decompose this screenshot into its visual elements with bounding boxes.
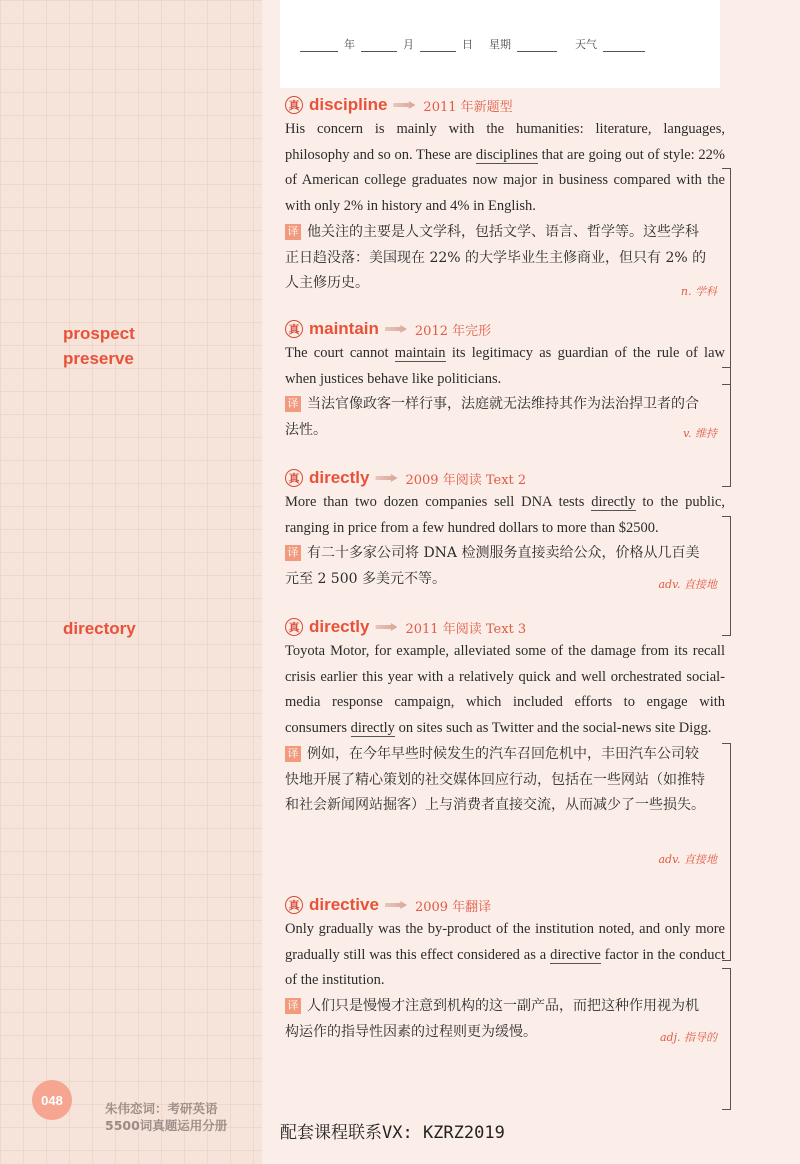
entry-discipline: [285, 93, 725, 297]
zhen-badge-icon: 真: [285, 320, 303, 338]
exam-source: 2009 年翻译: [414, 899, 492, 915]
example-sentence: Only gradually was the by-product of the institution noted, and only more gradually still was this effect considered as a directive factor in the conduct of the institution.: [285, 921, 725, 989]
bracket-line: [722, 968, 731, 1110]
translation: 译 当法官像政客一样行事，法庭就无法维持其作为法治捍卫者的合法性。: [285, 396, 699, 439]
zhen-badge-icon: 真: [285, 96, 303, 114]
translation: 译 人们只是慢慢才注意到机构的这一副产品，而把这种作用视为机构运作的指导性因素的过程则更为缓慢。: [285, 998, 699, 1040]
translation-icon: 译: [285, 396, 301, 412]
zhen-badge-icon: 真: [285, 469, 303, 487]
keyword: maintain: [394, 345, 446, 361]
part-of-speech: n. 学科: [680, 285, 717, 298]
weather-label: 天气: [575, 38, 597, 51]
example-sentence: His concern is mainly with the humanities: literature, languages, philosophy and so on. These are disciplines that are going out of style: 22% of American college graduates now major in business compared with the with only 2% in history and 4% in English.: [285, 121, 725, 215]
example-sentence: Toyota Motor, for example, alleviated some of the damage from its recall crisis earlier this year with a relatively quick and well orchestrated social-media response campaign, which included efforts to engage with consumers directly on sites such as Twitter and the social-news site Digg.: [285, 643, 725, 737]
page-number: 048: [32, 1080, 72, 1120]
book-title-line2: 5500词真题运用分册: [105, 1118, 228, 1133]
contact-watermark: 配套课程联系VX: KZRZ2019: [280, 1123, 505, 1143]
translation: 译 他关注的主要是人文学科，包括文学、语言、哲学等。这些学科正日趋没落：美国现在 22% 的大学毕业生主修商业，但只有 2% 的人主修历史。: [285, 223, 707, 292]
keyword: disciplines: [475, 146, 538, 163]
example-sentence: The court cannot maintain its legitimacy as guardian of the rule of law when justices behave like politicians.: [285, 345, 725, 387]
part-of-speech: v. 维持: [683, 427, 717, 440]
part-of-speech: adv. 直接地: [658, 578, 717, 591]
headword: maintain: [309, 319, 379, 338]
entry-maintain: [285, 317, 725, 444]
exam-source: 2011 年新题型: [423, 99, 513, 115]
example-sentence: More than two dozen companies sell DNA tests directly to the public, ranging in price from a few hundred dollars to more than $2500.: [285, 494, 725, 536]
arrow-icon: [385, 325, 407, 333]
headword: directive: [309, 895, 379, 914]
zhen-badge-icon: 真: [285, 896, 303, 914]
entry-directive: [285, 893, 725, 1046]
margin-word-prospect: prospect: [63, 324, 135, 343]
translation-icon: 译: [285, 998, 301, 1014]
exam-source: 2012 年完形: [414, 323, 492, 339]
exam-source: 2009 年阅读 Text 2: [405, 472, 527, 488]
translation-icon: 译: [285, 545, 301, 561]
headword: directly: [309, 617, 370, 636]
date-line: [300, 36, 645, 52]
part-of-speech: adv. 直接地: [658, 853, 717, 866]
keyword: directly: [591, 494, 636, 510]
arrow-icon: [393, 101, 415, 109]
headword: discipline: [309, 95, 388, 114]
arrow-icon: [385, 901, 407, 909]
arrow-icon: [375, 623, 397, 631]
translation: 译 有二十多家公司将 DNA 检测服务直接卖给公众，价格从几百美元至 2 500 多美元不等。: [285, 545, 700, 588]
entry-directly-2009: [285, 466, 725, 593]
year-label: 年: [344, 38, 355, 51]
exam-source: 2011 年阅读 Text 3: [405, 621, 527, 637]
margin-word-preserve: preserve: [63, 349, 134, 368]
margin-word-directory: directory: [63, 619, 136, 638]
translation-icon: 译: [285, 746, 301, 762]
margin-column: [0, 0, 262, 1164]
keyword: directive: [550, 946, 601, 963]
translation: 译 例如，在今年早些时候发生的汽车召回危机中，丰田汽车公司较快地开展了精心策划的社交媒体回应行动，包括在一些网站（如推特和社会新闻网站掘客）上与消费者直接交流，从而减少了一些损失。: [285, 745, 705, 814]
zhen-badge-icon: 真: [285, 618, 303, 636]
translation-icon: 译: [285, 224, 301, 240]
headword: directly: [309, 468, 370, 487]
part-of-speech: adj. 指导的: [659, 1031, 717, 1044]
weekday-label: 星期: [489, 38, 511, 51]
arrow-icon: [375, 474, 397, 482]
book-title-line1: 朱伟恋词：考研英语: [105, 1101, 218, 1116]
day-label: 日: [462, 38, 473, 51]
book-title: [105, 1100, 227, 1134]
entry-directly-2011: [285, 615, 725, 866]
keyword: directly: [350, 720, 395, 737]
month-label: 月: [403, 38, 414, 51]
